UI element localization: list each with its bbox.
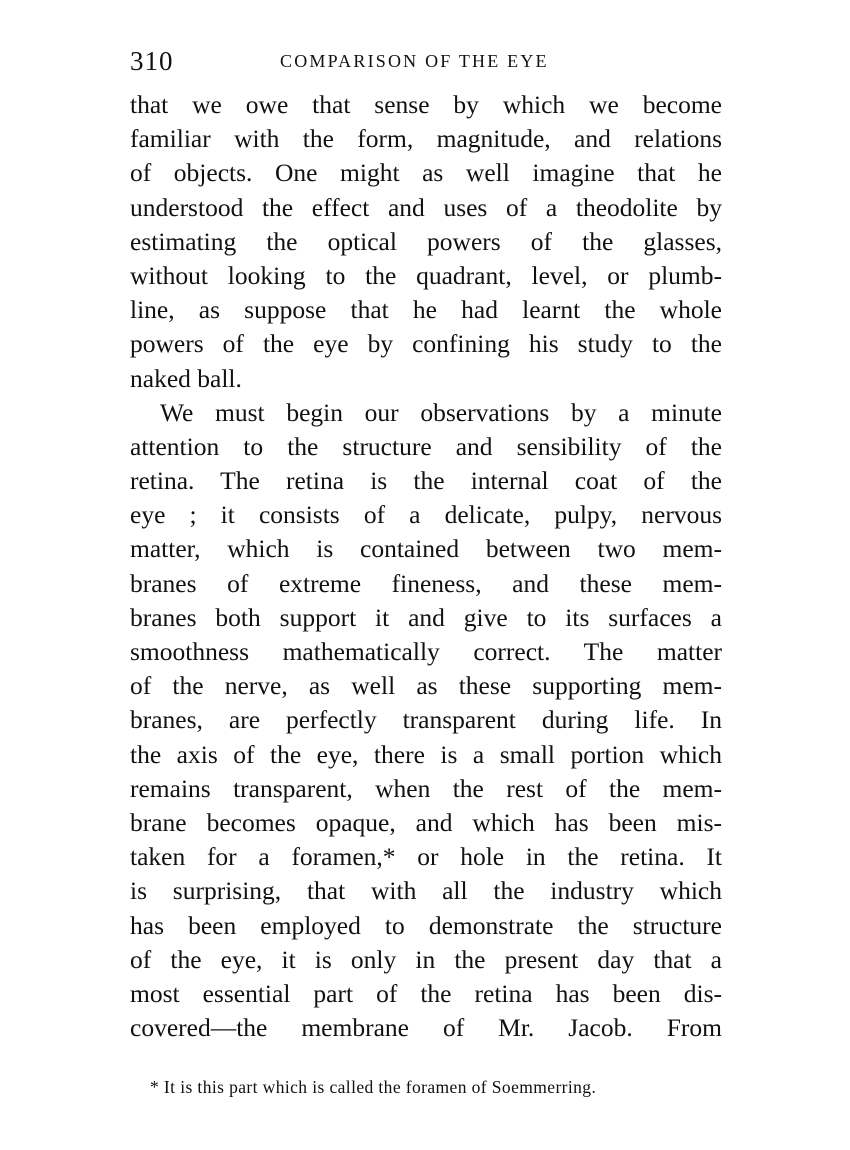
page-number: 310	[130, 46, 174, 76]
text-line: attention to the structure and sensibility of the	[130, 431, 722, 461]
text-line: of objects. One might as well imagine that he	[130, 158, 722, 188]
text-line: the axis of the eye, there is a small portion which	[130, 739, 722, 769]
text-line: of the nerve, as well as these supporting mem-	[130, 671, 722, 701]
running-title: COMPARISON OF THE EYE	[280, 51, 549, 71]
text-line: taken for a foramen,* or hole in the retina. It	[130, 842, 722, 872]
text-line: retina. The retina is the internal coat of the	[130, 466, 722, 496]
text-line: covered—the membrane of Mr. Jacob. From	[130, 1013, 722, 1043]
paragraph-1	[130, 88, 722, 396]
text-line: smoothness mathematically correct. The matter	[130, 637, 722, 666]
text-line: familiar with the form, magnitude, and relations	[130, 124, 722, 154]
paragraph-2	[130, 396, 722, 1046]
text-line: matter, which is contained between two mem-	[130, 534, 722, 564]
text-line: We must begin our observations by a minute	[160, 397, 722, 427]
body-text	[130, 88, 722, 1045]
text-line: branes of extreme fineness, and these mem-	[130, 568, 722, 598]
running-head	[130, 40, 720, 80]
text-line: line, as suppose that he had learnt the whole	[130, 295, 722, 325]
footnote: * It is this part which is called the foramen of Soemmerring.	[150, 1077, 597, 1097]
text-line: of the eye, it is only in the present day that a	[130, 944, 722, 974]
text-line: brane becomes opaque, and which has been mis-	[130, 807, 722, 837]
text-line: without looking to the quadrant, level, or plumb-	[130, 260, 722, 290]
text-line: remains transparent, when the rest of the mem-	[130, 773, 722, 803]
text-line: branes, are perfectly transparent during life. In	[130, 705, 722, 735]
text-line: most essential part of the retina has been dis-	[130, 978, 722, 1008]
text-line: eye ; it consists of a delicate, pulpy, nervous	[130, 500, 722, 530]
text-line: understood the effect and uses of a theodolite by	[130, 192, 722, 222]
text-line: branes both support it and give to its surfaces a	[130, 602, 722, 632]
text-line: naked ball.	[130, 363, 242, 393]
text-line: powers of the eye by confining his study to the	[130, 329, 722, 359]
text-line: has been employed to demonstrate the structure	[130, 910, 722, 940]
text-line: estimating the optical powers of the glasses,	[130, 226, 722, 256]
text-line: that we owe that sense by which we become	[130, 90, 722, 119]
text-line: is surprising, that with all the industry which	[130, 876, 722, 906]
